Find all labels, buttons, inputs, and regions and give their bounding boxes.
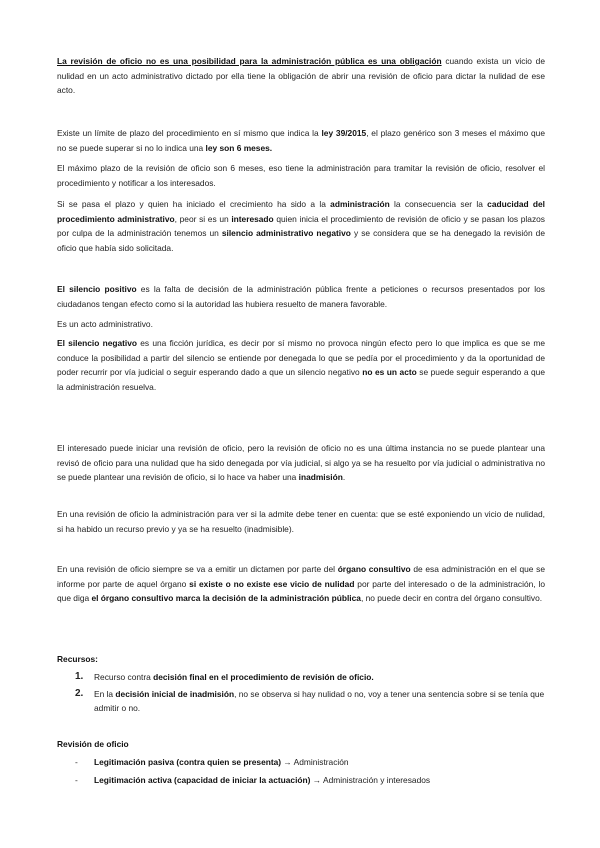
bold-text: decisión final en el procedimiento de revisión de oficio. [153, 672, 374, 682]
text: El máximo plazo de la revisión de oficio son 6 meses, eso tiene la administración para tramitar la revisión de oficio, resolver el procedimiento y notificar a los interesados. [57, 163, 545, 188]
bold-text: administración [330, 199, 390, 209]
paragraph-silencio-positivo [57, 282, 545, 311]
text: En una revisión de oficio la administración para ver si la admite debe tener en cuenta: que se esté exponiendo un vicio de nulidad, si ha habido un recurso previo y ya se ha resuelto (inadmisible). [57, 509, 545, 534]
text: es una ficción jurídica, es decir por sí mismo no provoca ningún efecto pero lo que implica es que se me conduce la posibilidad a partir del silencio se entiende por denegada lo que se pedía por el procedimiento y da la oportunidad de poder recurrir por vía judicial o seguir esperando dado a que un silencio negativo [57, 338, 545, 378]
text: → Administración y interesados [310, 774, 431, 785]
list-item [75, 687, 545, 716]
paragraph-silencio-negativo [57, 336, 545, 394]
list-item [75, 670, 545, 685]
paragraph-requisitos-admision [57, 507, 545, 536]
bold-text: no es un acto [362, 367, 417, 378]
text: , no puede decir en contra del órgano consultivo. [360, 593, 543, 604]
bold-text: si existe o no existe ese vicio de nulidad [189, 578, 355, 589]
paragraph-organo-consultivo [57, 562, 545, 606]
bold-text: decisión inicial de inadmisión [115, 688, 235, 699]
text: Es un acto administrativo. [57, 319, 153, 329]
text: Existe un límite de plazo del procedimiento en sí mismo que indica la [57, 128, 322, 138]
revision-heading: Revisión de oficio [57, 739, 129, 749]
bold-text: Legitimación activa (capacidad de iniciar la actuación) [94, 774, 311, 785]
bold-text: silencio administrativo negativo [221, 228, 351, 239]
bold-text: ley son 6 meses. [205, 142, 273, 153]
text: Si se pasa el plazo y quien ha iniciado el crecimiento ha sido a la [57, 199, 331, 209]
list-item [75, 773, 545, 788]
bold-text: ley 39/2015 [321, 128, 367, 138]
text: Recurso contra [94, 672, 154, 682]
text: El interesado puede iniciar una revisión de oficio, pero la revisión de oficio no es una última instancia no se puede plantear una revisó de oficio para una nulidad que ha sido denegada por vía judicial, si algo ya se ha resuelto por vía judicial o administrativa no se puede plantear una revisión de oficio, si lo hace va haber una [57, 443, 545, 483]
paragraph-limite-plazo [57, 126, 545, 155]
text: por parte del interesado o de la administración, lo que diga [57, 578, 545, 604]
text: quien inicia el procedimiento de revisión de oficio y se pasan los plazos por culpa de la administración tenemos un [57, 213, 545, 239]
text: → Administración [281, 757, 349, 767]
text: En una revisión de oficio siempre se va a emitir un dictamen por parte del [57, 564, 338, 574]
list-item [75, 755, 545, 770]
paragraph-interesado-inadmision [57, 441, 545, 485]
bold-text: interesado [231, 213, 274, 224]
list-dash: - [75, 757, 78, 767]
bold-text: órgano consultivo [337, 564, 411, 574]
bold-text: inadmisión [298, 472, 343, 483]
recursos-list [75, 670, 545, 716]
list-number: 2. [75, 687, 84, 699]
text: . [342, 472, 346, 483]
text: y se considera que se ha denegado la revisión de oficio que había sido solicitada. [57, 228, 545, 253]
bold-text: La revisión de oficio no es una posibilidad para la administración pública es una obligación [57, 56, 442, 66]
text: , el plazo genérico son 3 meses el máximo que no se puede superar si no lo indica una [57, 128, 545, 153]
text: , no se observa si hay nulidad o no, voy a tener una sentencia sobre si se tenía que admitir o no. [94, 688, 545, 714]
text: , peor si es un [174, 213, 232, 224]
paragraph-caducidad [57, 197, 545, 255]
bold-text: el órgano consultivo marca la decisión de la administración pública [91, 593, 361, 604]
recursos-heading: Recursos: [57, 654, 98, 664]
text: de esa administración en el que se informe por parte de aquel órgano [57, 564, 546, 589]
paragraph-maximo-plazo [57, 161, 545, 190]
paragraph-revision-obligacion [57, 54, 545, 98]
text: cuando exista un vicio de nulidad en un acto administrativo dictado por ella tiene la obligación de abrir una revisión de oficio para dictar la nulidad de ese acto. [57, 56, 545, 96]
text: En la [94, 688, 116, 699]
revision-list [75, 755, 545, 787]
text: es la falta de decisión de la administración pública frente a peticiones o recursos presentados por los ciudadanos tengan efecto como si la autoridad las hubiera resuelto de manera favorable. [57, 284, 545, 309]
bold-text: Legitimación pasiva (contra quien se presenta) [94, 757, 282, 767]
bold-text: El silencio negativo [57, 338, 138, 348]
text: se puede seguir esperando a que la administración resuelva. [57, 367, 545, 392]
paragraph-acto-administrativo [57, 317, 545, 332]
bold-text: caducidad del procedimiento administrativo [57, 199, 545, 224]
list-number: 1. [75, 671, 84, 682]
bold-text: El silencio positivo [57, 284, 137, 294]
text: la consecuencia ser la [389, 199, 488, 209]
list-dash: - [75, 774, 78, 785]
